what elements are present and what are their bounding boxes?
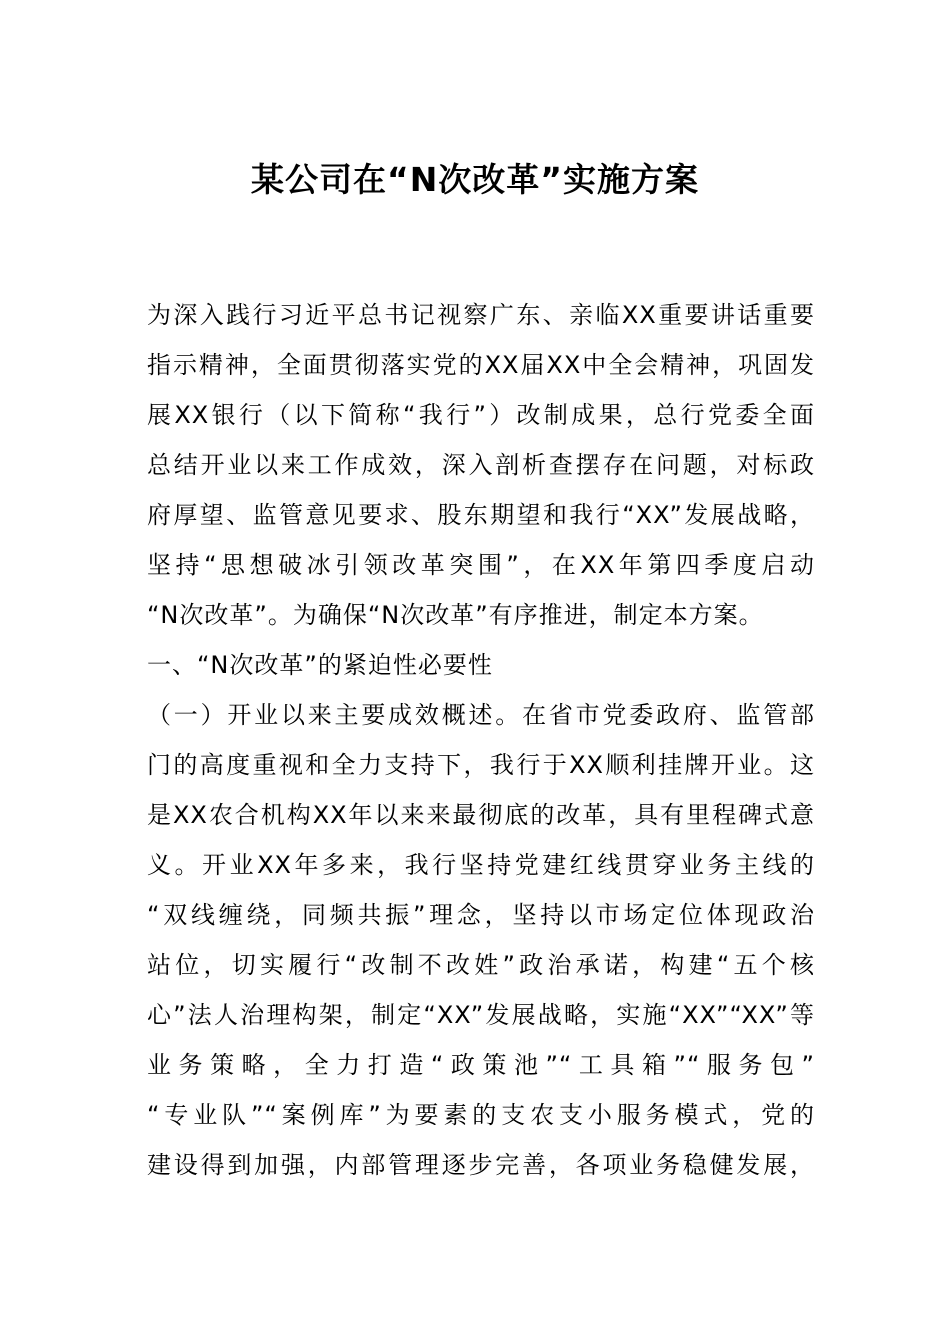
paragraph-line: “专业队”“案例库”为要素的支农支小服务模式，党的 (147, 1101, 815, 1129)
paragraph-line: “N次改革”。为确保“N次改革”有序推进，制定本方案。 (147, 601, 764, 629)
paragraph-line: 门的高度重视和全力支持下，我行于XX顺利挂牌开业。这 (147, 751, 815, 779)
paragraph-line: 义。开业XX年多来，我行坚持党建红线贯穿业务主线的 (147, 851, 815, 879)
paragraph-line: 是XX农合机构XX年以来来最彻底的改革，具有里程碑式意 (147, 801, 815, 829)
paragraph-line: “双线缠绕，同频共振”理念，坚持以市场定位体现政治 (147, 901, 815, 929)
paragraph-line: 总结开业以来工作成效，深入剖析查摆存在问题，对标政 (147, 451, 815, 479)
paragraph-line: （一）开业以来主要成效概述。在省市党委政府、监管部 (147, 701, 815, 729)
paragraph-line: 坚持“思想破冰引领改革突围”，在XX年第四季度启动 (147, 551, 815, 579)
paragraph-line: 府厚望、监管意见要求、股东期望和我行“XX”发展战略， (147, 501, 815, 529)
document-body (147, 290, 815, 1190)
paragraph-line: 心”法人治理构架，制定“XX”发展战略，实施“XX”“XX”等 (147, 1001, 815, 1029)
paragraph-line: 站位，切实履行“改制不改姓”政治承诺，构建“五个核 (147, 951, 815, 979)
paragraph-line: 建设得到加强，内部管理逐步完善，各项业务稳健发展， (147, 1151, 815, 1179)
section-heading: 一、“N次改革”的紧迫性必要性 (147, 651, 493, 679)
paragraph-line: 业务策略，全力打造“政策池”“工具箱”“服务包” (147, 1051, 815, 1079)
document-title: 某公司在“N次改革”实施方案 (251, 160, 699, 199)
paragraph-line: 为深入践行习近平总书记视察广东、亲临XX重要讲话重要 (147, 301, 815, 329)
paragraph-line: 指示精神，全面贯彻落实党的XX届XX中全会精神，巩固发 (147, 351, 815, 379)
paragraph-line: 展XX银行（以下简称“我行”）改制成果，总行党委全面 (147, 401, 815, 429)
